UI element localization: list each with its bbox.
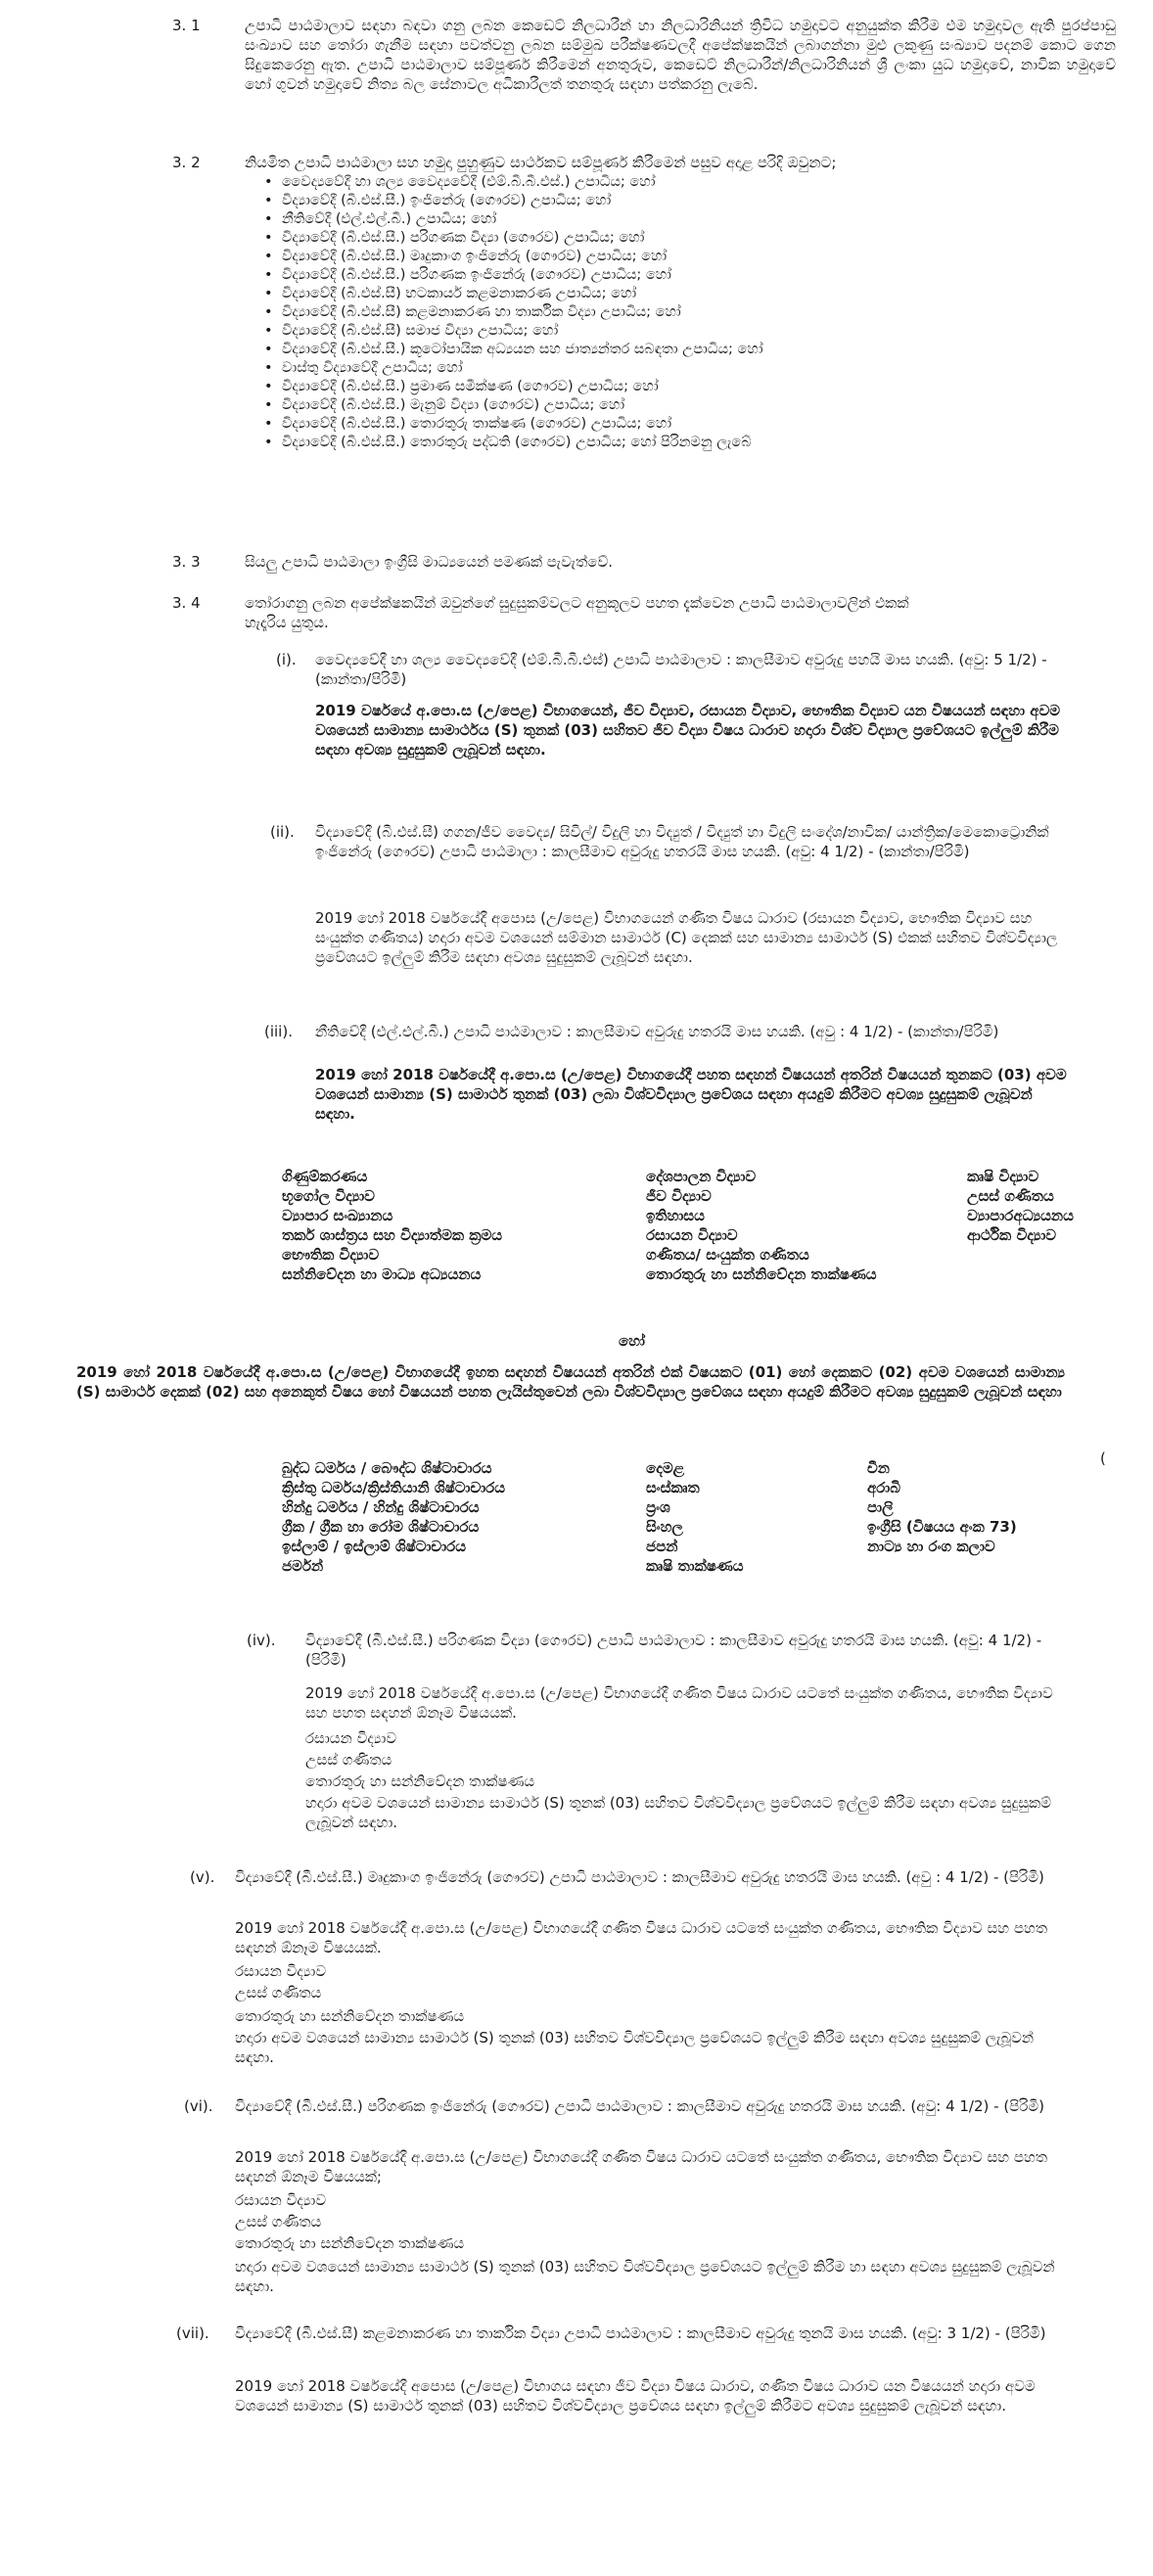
- subject-cell: තර්ක ශාස්ත්‍රය සහ විද්‍යාත්මක ක්‍රමය: [282, 1226, 503, 1244]
- item-iv-option: උසස් ගණිතය: [305, 1751, 392, 1769]
- item-ii-body: 2019 හෝ 2018 වර්ෂයේදී අපොස (උ/පෙළ) විභාගයෙන් ගණිත විෂය ධාරාව (රසායන විද්‍යාව, භෞතික විද්‍යාව සහ සංයුක්ත ගණිතය) හදාරා අවම වශයෙන් සම්මාන සාමාර්ථ (C) දෙකක් සහ සාමාන්‍ය සාමාර්ථ (S) එකක් සහිතව විශ්වවිද්‍යාල ප්‍රවේශයට ඉල්ලුම් කිරීම සඳහා අවශ්‍ය සුදුසුකම් ලැබූවන් සඳහා.: [315, 909, 1058, 966]
- item-iv-option: රසායන විද්‍යාව: [305, 1729, 397, 1747]
- list-item: • විද්‍යාවේදී (බී.එස්.සී.) මැනුම් විද්‍යා (ගෞරව) උපාධිය; හෝ: [264, 396, 763, 415]
- subject-cell: ව්‍යාපාරඅධ්‍යයනය: [967, 1207, 1074, 1224]
- subject-cell: සන්නිවේදන හා මාධ්‍ය අධ්‍යයනය: [282, 1265, 482, 1283]
- list-item: • නීතිවේදී (එල්.එල්.බී.) උපාධිය; හෝ: [264, 210, 763, 229]
- section-number-3-3: 3. 3: [172, 553, 201, 571]
- item-label-i: (i).: [276, 651, 297, 668]
- subject-cell: [867, 1556, 1124, 1576]
- or-paragraph: 2019 හෝ 2018 වර්ෂයේදී අ.පො.ස (උ/පෙළ) විභාගයේදී ඉහත සඳහන් විෂයයන් අතරින් එක් විෂයකට (01) හෝ දෙකකට (02) අවම වශයෙන් සාමාන්‍ය (S) සාමාර්ථ දෙකක් (02) සහ අනෙකුත් විෂය හෝ විෂයයන් පහත ලැයිස්තුවෙන් ලබා විශ්වවිද්‍යාල ප්‍රවේශය සඳහා අයදුම් කිරීමට අවශ්‍ය සුදුසුකම් ලැබූවන් සඳහා: [76, 1363, 1065, 1401]
- subject-cell: කෘෂි තාක්ෂණය: [646, 1557, 744, 1575]
- item-v-body-2: හදාරා අවම වශයෙන් සාමාන්‍ය සාමාර්ථ (S) තුනක් (03) සහිතව විශ්වවිද්‍යාල ප්‍රවේශයට ඉල්ලුම් කිරීම සඳහා අවශ්‍ය සුදුසුකම් ලැබූවන් සඳහා.: [235, 2029, 1035, 2066]
- degree-list: [264, 173, 763, 452]
- item-vi-option: උසස් ගණිතය: [235, 2213, 322, 2231]
- subject-cell: සිංහල: [646, 1518, 683, 1536]
- subject-cell: කෘෂි විද්‍යාව: [967, 1168, 1039, 1185]
- subject-cell: ප්‍රංශ: [646, 1498, 670, 1516]
- subjects-table-2: [282, 1458, 1124, 1576]
- list-item: • විද්‍යාවේදී (බී.එස්.සී.) ඉංජිනේරු (ගෞරව) උපාධිය; හෝ: [264, 192, 763, 210]
- item-v-heading: විද්‍යාවේදී (බී.එස්.සී.) මෘදුකාංග ඉංජිනේරු (ගෞරව) උපාධි පාඨමාලාව : කාලසීමාව අවුරුදු හතරයි මාස හයකි. (අවු : 4 1/2) - (පිරිමි): [235, 1868, 1044, 1886]
- subject-cell: [967, 1245, 1124, 1265]
- or-separator: හෝ: [619, 1332, 645, 1350]
- subject-cell: අරාබි: [867, 1479, 900, 1496]
- subject-cell: හින්දු ධර්මය / හින්දු ශිෂ්ටාචාරය: [282, 1498, 480, 1516]
- list-item: • විද්‍යාවේදී (බී.එස්.සී) සමාජ විද්‍යා උපාධිය; හෝ: [264, 322, 763, 341]
- list-item: • විද්‍යාවේදී (බී.එස්.සී.) මෘදුකාංග ඉංජිනේරු (ගෞරව) උපාධිය; හෝ: [264, 248, 763, 266]
- subject-cell: ගිණුම්කරණය: [282, 1168, 368, 1185]
- list-item: • වාස්තු විද්‍යාවේදී උපාධිය; හෝ: [264, 359, 763, 378]
- subjects-table-1: [282, 1167, 1124, 1284]
- subject-cell: දේශපාලන විද්‍යාව: [646, 1168, 757, 1185]
- subject-cell: දෙමළ: [646, 1459, 685, 1477]
- item-iv-option: තොරතුරු හා සන්නිවේදන තාක්ෂණය: [305, 1772, 535, 1790]
- item-i-body: 2019 වර්ෂයේ අ.පො.ස (උ/පෙළ) විභාගයෙන්, ජීව විද්‍යාව, රසායන විද්‍යාව, භෞතික විද්‍යාව යන විෂයයන් සඳහා අවම වශයෙන් සාමාන්‍ය සාමාර්ථය (S) තුනක් (03) සහිතව ජීව විද්‍යා විෂය ධාරාව හදාරා විශ්ව විද්‍යාල ප්‍රවේශයට ඉල්ලුම් කිරීම සඳහා අවශ්‍ය සුදුසුකම් ලැබූවන් සඳහා.: [315, 702, 1061, 759]
- subject-cell: ග්‍රීක / ග්‍රීක හා රෝම ශිෂ්ටාචාරය: [282, 1518, 480, 1536]
- subject-cell: තොරතුරු හා සන්නිවේදන තාක්ෂණය: [646, 1265, 877, 1283]
- item-label-v: (v).: [190, 1868, 215, 1886]
- subject-cell: ව්‍යාපාර සංඛ්‍යානය: [282, 1207, 393, 1224]
- list-item: • විද්‍යාවේදී (බී.එස්.සී.) පරිගණක විද්‍යා (ගෞරව) උපාධිය; හෝ: [264, 229, 763, 248]
- item-ii-heading: විද්‍යාවේදී (බී.එස්.සී) ගගන/ජීව වෛද්‍ය/ සිවිල්/ විදුලි හා විද්‍යුත් / විද්‍යුත් හා විදුලි සංදේශ/නාවික/ යාන්ත්‍රික/මෙකොට්‍රොනික් ඉංජිනේරු (ගෞරව) උපාධි පාඨමාලා : කාලසීමාව අවුරුදු හතරයි මාස හයකි. (අවු: 4 1/2) - (කාන්තා/පිරිමි): [315, 823, 1049, 860]
- list-item: • විද්‍යාවේදී (බී.එස්.සී) කළමනාකරණ හා තාර්කික විද්‍යා උපාධිය; හෝ: [264, 303, 763, 322]
- list-item: • විද්‍යාවේදී (බී.එස්.සී.) තොරතුරු තාක්ෂණ (ගෞරව) උපාධිය; හෝ: [264, 415, 763, 434]
- list-item: • විද්‍යාවේදී (බී.එස්.සී.) ප්‍රමාණ සමීක්ෂණ (ගෞරව) උපාධිය; හෝ: [264, 378, 763, 396]
- item-vi-heading: විද්‍යාවේදී (බී.එස්.සී.) පරිගණක ඉංජිනේරු (ගෞරව) උපාධි පාඨමාලාව : කාලසීමාව අවුරුදු හතරයි මාස හයකි. (අවු: 4 1/2) - (පිරිමි): [235, 2097, 1045, 2115]
- section-number-3-2: 3. 2: [172, 154, 201, 171]
- subject-cell: [967, 1265, 1124, 1284]
- subject-cell: ජපන්: [646, 1538, 678, 1555]
- item-vii-heading: විද්‍යාවේදී (බී.එස්.සී) කළමනාකරණ හා තාර්කික විද්‍යා උපාධි පාඨමාලාව : කාලසීමාව අවුරුදු තුනයි මාස හයකි. (අවු: 3 1/2) - (පිරිමි): [235, 2324, 1046, 2342]
- subject-cell: රසායන විද්‍යාව: [646, 1226, 738, 1244]
- subject-cell: චීන: [867, 1459, 890, 1477]
- subject-cell: නාට්‍ය හා රංග කලාව: [867, 1538, 995, 1555]
- item-label-vi: (vi).: [184, 2097, 213, 2115]
- section-3-1-text: උපාධි පාඨමාලාව සඳහා බඳවා ගනු ලබන කෙඩෙට් නිලධාරීන් හා නිලධාරිනියන් ත්‍රිවිධ හමුදාවට අනුයුක්ත කිරීම එම හමුදාවල ඇති පුරප්පාඩු සංඛ්‍යාව සහ තෝරා ගැනීම සඳහා පවත්වනු ලබන සම්මුඛ පරීක්ෂණවලදී අපේක්ෂකයින් ලබාගන්නා මුළු ලකුණු සංඛ්‍යාව පදනම් කොට ගෙන සිදුකෙරෙනු ඇත. උපාධි පාඨමාලාව සම්පූර්ණ කිරීමෙන් අනතුරුව, කෙඩෙට් නිලධාරීන්/නිලධාරිනියන් ශ්‍රී ලංකා යුධ හමුදාවේ, නාවික හමුදාවේ හෝ ගුවන් හමුදාවේ නිත්‍ය බල සේනාවල අධිකාරීලත් තනතුරු සඳහා පත්කරනු ලැබේ.: [245, 17, 1116, 93]
- list-item: • විද්‍යාවේදී (බී.එස්.සී.) පරිගණක ඉංජිනේරු (ගෞරව) උපාධිය; හෝ: [264, 266, 763, 285]
- section-3-2-intro: නියමිත උපාධි පාඨමාලා සහ හමුදා පුහුණුව සාර්ථකව සම්පූර්ණ කිරීමෙන් පසුව අදාළ පරිදි ඔවුනට;: [245, 154, 837, 171]
- item-vi-option: තොරතුරු හා සන්නිවේදන තාක්ෂණය: [235, 2234, 465, 2252]
- subject-cell: ආර්ථික විද්‍යාව: [967, 1226, 1057, 1244]
- item-iv-body: 2019 හෝ 2018 වර්ෂයේදී අ.පො.ස (උ/පෙළ) විභාගයේදී ගණිත විෂය ධාරාව යටතේ සංයුක්ත ගණිතය, භෞතික විද්‍යාව සහ පහත සඳහන් ඕනෑම විෂයයක්.: [305, 1684, 1053, 1722]
- section-number-3-4: 3. 4: [172, 594, 201, 612]
- subject-cell: ඉතිහාසය: [646, 1207, 705, 1224]
- item-vi-option: රසායන විද්‍යාව: [235, 2191, 327, 2209]
- subject-cell: ජර්මන්: [282, 1557, 324, 1575]
- list-item: • විද්‍යාවේදී (බී.එස්.සී.) තොරතුරු පද්ධති (ගෞරව) උපාධිය; හෝ පිරිනමනු ලැබේ: [264, 434, 763, 452]
- subject-cell: භූගෝල විද්‍යාව: [282, 1187, 375, 1205]
- item-iii-heading: නීතිවේදී (එල්.එල්.බී.) උපාධි පාඨමාලාව : කාලසීමාව අවුරුදු හතරයි මාස හයකි. (අවු : 4 1/2) - (කාන්තා/පිරිමි): [315, 1023, 999, 1040]
- item-iii-body: 2019 හෝ 2018 වර්ෂයේදී අ.පො.ස (උ/පෙළ) විභාගයේදී පහත සඳහන් විෂයයන් අතරින් විෂයයන් තුනකට (03) අවම වශයෙන් සාමාන්‍ය (S) සාමාර්ථ තුනක් (03) ලබා විශ්වවිද්‍යාල ප්‍රවේශය සඳහා අයදුම් කිරීමට අවශ්‍ය සුදුසුකම් ලැබූවන් සඳහා.: [315, 1066, 1067, 1123]
- item-i-heading: වෛද්‍යවේදී හා ශල්‍ය වෛද්‍යවේදී (එම්.බී.බී.එස්) උපාධි පාඨමාලාව : කාලසීමාව අවුරුදු පහයි මාස හයකි. (අවු: 5 1/2) - (කාන්තා/පිරිමි): [315, 651, 1047, 688]
- item-v-option: තොරතුරු හා සන්නිවේදන තාක්ෂණය: [235, 2007, 465, 2025]
- subject-cell: ඉංග්‍රීසි (විෂයය අංක 73): [867, 1518, 1017, 1536]
- item-iv-heading: විද්‍යාවේදී (බී.එස්.සී.) පරිගණක විද්‍යා (ගෞරව) උපාධි පාඨමාලාව : කාලසීමාව අවුරුදු හතරයි මාස හයකි. (අවු: 4 1/2) - (පිරිමි): [305, 1632, 1042, 1669]
- item-label-iii: (iii).: [264, 1023, 293, 1040]
- list-item: • වෛද්‍යවේදී හා ශල්‍ය වෛද්‍යවේදී (එම්.බී.බී.එස්.) උපාධිය; හෝ: [264, 173, 763, 192]
- item-v-option: උසස් ගණිතය: [235, 1984, 322, 2001]
- subject-cell: බුද්ධ ධර්මය / බෞද්ධ ශිෂ්ටාචාරය: [282, 1459, 492, 1477]
- item-label-iv: (iv).: [247, 1632, 276, 1649]
- section-3-3-text: සියලු උපාධි පාඨමාලා ඉංග්‍රීසි මාධ්‍යයෙන් පමණක් පැවැත්වේ.: [245, 553, 614, 571]
- item-v-body: 2019 හෝ 2018 වර්ෂයේදී අ.පො.ස (උ/පෙළ) විභාගයේදී ගණිත විෂය ධාරාව යටතේ සංයුක්ත ගණිතය, භෞතික විද්‍යාව සහ පහත සඳහන් ඕනෑම විෂයයක්.: [235, 1919, 1048, 1956]
- item-iv-body-2: හදාරා අවම වශයෙන් සාමාන්‍ය සාමාර්ථ (S) තුනක් (03) සහිතව විශ්වවිද්‍යාල ප්‍රවේශයට ඉල්ලුම් කිරීම සඳහා අවශ්‍ය සුදුසුකම් ලැබූවන් සඳහා.: [305, 1794, 1052, 1831]
- subject-cell: ඉස්ලාම් / ඉස්ලාම් ශිෂ්ටාචාරය: [282, 1538, 466, 1555]
- subject-cell: ක්‍රිස්තු ධර්මය/ක්‍රිස්තියානි ශිෂ්ටාචාරය: [282, 1479, 506, 1496]
- subject-cell: සංස්කෘත: [646, 1479, 700, 1496]
- item-vi-body: 2019 හෝ 2018 වර්ෂයේදී අ.පො.ස (උ/පෙළ) විභාගයේදී ගණිත විෂය ධාරාව යටතේ සංයුක්ත ගණිතය, භෞතික විද්‍යාව සහ පහත සඳහන් ඕනෑම විෂයයක්;: [235, 2148, 1048, 2185]
- stray-mark: (: [1100, 1449, 1106, 1467]
- item-vii-body: 2019 හෝ 2018 වර්ෂයේදී අපොස (උ/පෙළ) විභාගය සඳහා ජීව විද්‍යා විෂය ධාරාව, ගණිත විෂය ධාරාව යන විෂයයන් හදාරා අවම වශයෙන් සාමාන්‍ය (S) සාමාර්ථ තුනක් (03) සහිතව විශ්වවිද්‍යාල ප්‍රවේශය සඳහා ඉල්ලුම් කිරීමට අවශ්‍ය සුදුසුකම් ලැබූවන් සඳහා.: [235, 2377, 1036, 2415]
- list-item: • විද්‍යාවේදී (බී.එස්.සී.) කූටෝපායික අධ්‍යයන සහ ජාත්‍යන්තර සබඳතා උපාධිය; හෝ: [264, 341, 763, 359]
- subject-cell: ජීව විද්‍යාව: [646, 1187, 712, 1205]
- item-label-vii: (vii).: [176, 2324, 209, 2342]
- item-vi-body-2: හදාරා අවම වශයෙන් සාමාන්‍ය සාමාර්ථ (S) තුනක් (03) සහිතව විශ්වවිද්‍යාල ප්‍රවේශයට ඉල්ලුම් කිරීම හා සඳහා අවශ්‍ය සුදුසුකම් ලැබූවන් සඳහා.: [235, 2258, 1055, 2295]
- list-item: • විද්‍යාවේදී (බී.එස්.සී) භටකාර්ය කළමනාකරණ උපාධිය; හෝ: [264, 285, 763, 303]
- section-3-4-intro: තෝරාගනු ලබන අපේක්ෂකයින් ඔවුන්ගේ සුදුසුකම්වලට අනුකූලව පහත දැක්වෙන උපාධි පාඨමාලාවලින් එකක් හැදෑරිය යුතුය.: [245, 594, 909, 631]
- subject-cell: ගණිතය/ සංයුක්ත ගණිතය: [646, 1246, 809, 1264]
- item-label-ii: (ii).: [270, 823, 295, 841]
- subject-cell: භෞතික විද්‍යාව: [282, 1246, 380, 1264]
- subject-cell: පාලි: [867, 1498, 894, 1516]
- section-number-3-1: 3. 1: [172, 17, 201, 34]
- subject-cell: උසස් ගණිතය: [967, 1187, 1054, 1205]
- item-v-option: රසායන විද්‍යාව: [235, 1962, 327, 1980]
